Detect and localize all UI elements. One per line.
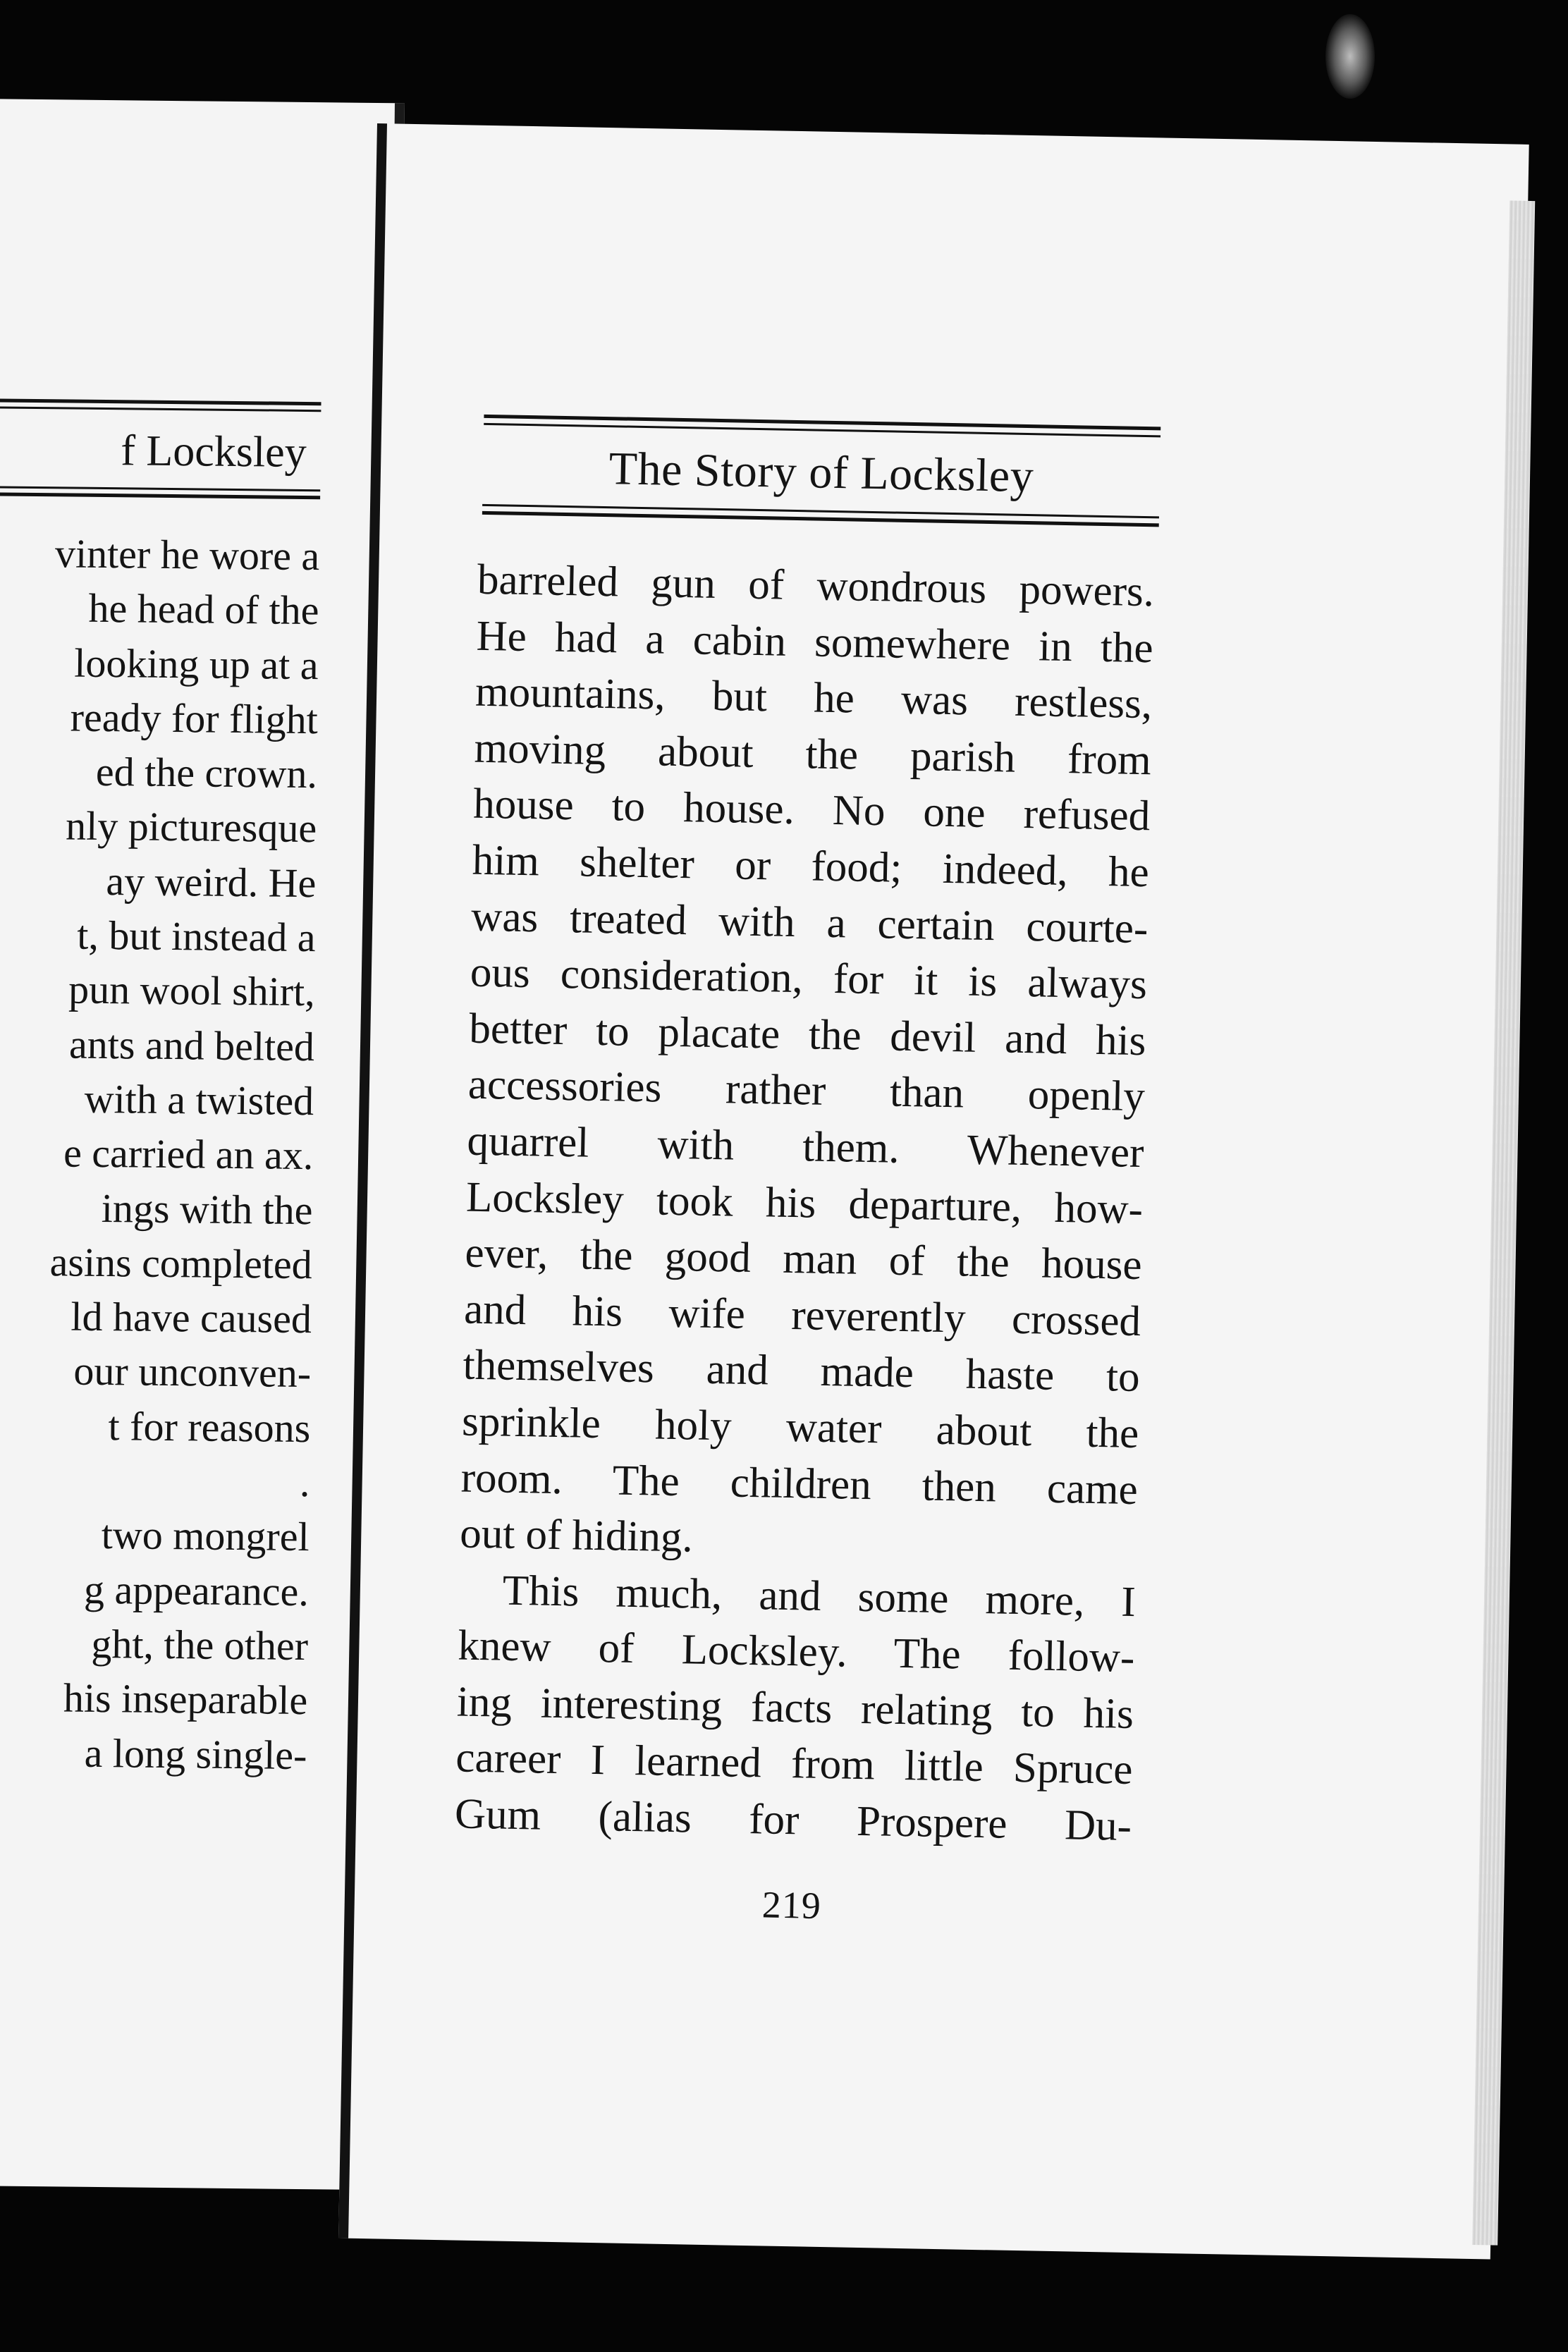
text-line: house to house. No one refused [472, 780, 1151, 840]
text-line: career I learned from little Spruce [455, 1734, 1133, 1794]
scan-artifact [1325, 14, 1375, 99]
text-line: ous consideration, for it is always [470, 948, 1148, 1009]
text-line: him shelter or food; indeed, he [472, 836, 1150, 897]
text-line: knew of Locksley. The follow- [457, 1622, 1135, 1682]
text-line: e carried an ax. [63, 1129, 314, 1179]
text-line: with a twisted [84, 1075, 314, 1125]
text-line: asins completed [49, 1239, 313, 1288]
text-line: mountains, but he was restless, [474, 668, 1153, 728]
text-line: t, but instead a [76, 912, 316, 961]
text-line: themselves and made haste to [463, 1341, 1141, 1402]
text-line: ay weird. He [106, 857, 317, 906]
page-number: 219 [761, 1883, 822, 1927]
text-line: vinter he wore a [54, 530, 320, 580]
text-line: accessories rather than openly [467, 1060, 1146, 1121]
text-line: quarrel with them. Whenever [466, 1117, 1145, 1177]
running-head: The Story of Locksley [608, 443, 1034, 503]
text-line: ld have caused [71, 1293, 312, 1342]
text-line: He had a cabin somewhere in the [476, 612, 1154, 672]
text-line: looking up at a [73, 639, 319, 688]
page-header [482, 415, 1160, 527]
text-line: was treated with a certain courte- [470, 893, 1149, 953]
text-line: This much, and some more, I [502, 1567, 1137, 1626]
left-header [0, 398, 321, 499]
text-line: and his wife reverently crossed [463, 1285, 1141, 1345]
text-line: better to placate the devil and his [468, 1005, 1146, 1065]
left-running-head: f Locksley [121, 427, 307, 477]
text-line: moving about the parish from [474, 724, 1152, 785]
body-text [454, 552, 1154, 1855]
text-line: ever, the good man of the house [465, 1229, 1143, 1290]
text-line: ants and belted [68, 1021, 315, 1070]
left-page [0, 99, 405, 2190]
text-line: barreled gun of wondrous powers. [477, 556, 1155, 616]
text-line: . [299, 1459, 310, 1506]
text-line: ing interesting facts relating to his [456, 1678, 1134, 1738]
text-line: g appearance. [83, 1566, 310, 1615]
text-line: his inseparable [63, 1674, 308, 1724]
right-page [338, 123, 1529, 2259]
text-line: sprinkle holy water about the [461, 1397, 1139, 1458]
text-line: ed the crown. [95, 749, 318, 797]
page-edge [1472, 200, 1535, 2245]
text-line: a long single- [84, 1729, 307, 1778]
text-line: pun wool shirt, [68, 966, 316, 1015]
left-text-block [0, 525, 320, 1782]
text-line: Gum (alias for Prospere Du- [454, 1790, 1132, 1851]
text-line: out of hiding. [459, 1509, 694, 1562]
text-line: two mongrel [101, 1512, 310, 1560]
text-line: nly picturesque [65, 802, 317, 852]
text-line: t for reasons [108, 1402, 311, 1451]
text-line: ready for flight [70, 694, 319, 743]
text-line: room. The children then came [460, 1454, 1139, 1514]
text-line: he head of the [88, 585, 319, 634]
text-line: ght, the other [91, 1620, 309, 1670]
text-line: ings with the [101, 1184, 313, 1233]
text-line: our unconven- [73, 1348, 312, 1397]
text-line: Locksley took his departure, how- [465, 1173, 1144, 1233]
